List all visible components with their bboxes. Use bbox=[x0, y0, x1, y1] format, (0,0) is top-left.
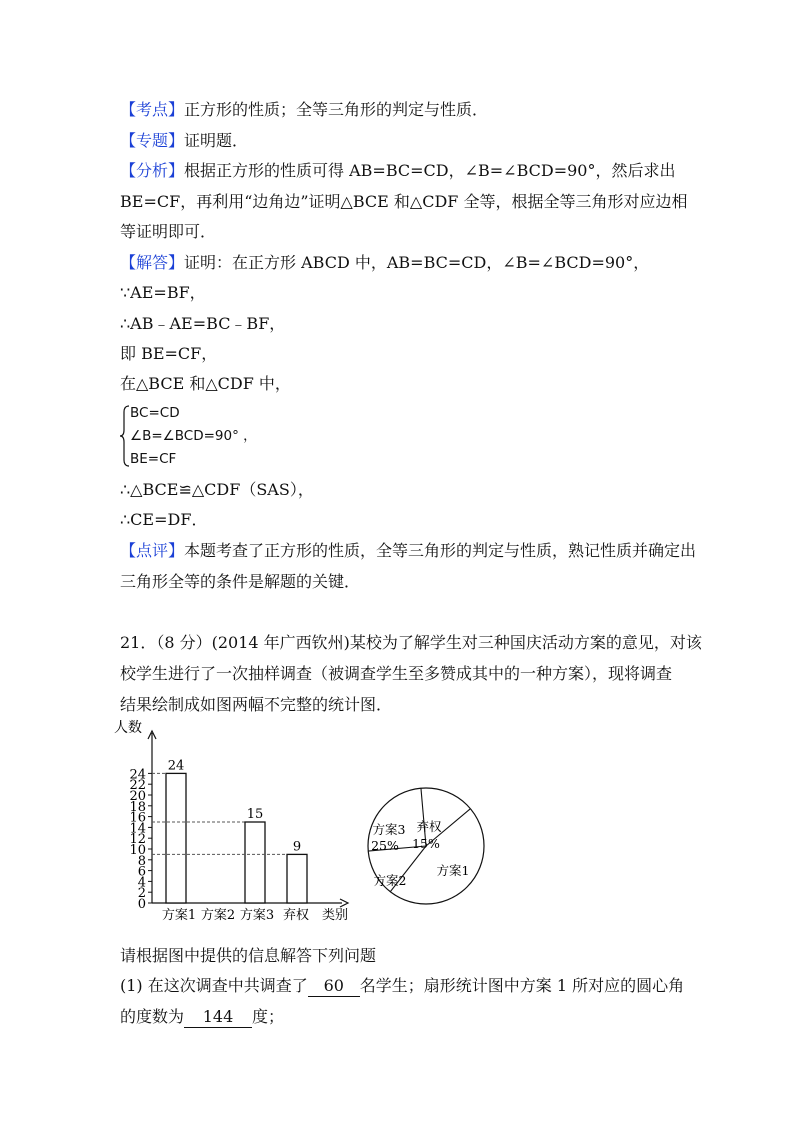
pie-slice-label: 方案1 bbox=[436, 863, 470, 878]
answer-blank-angle: 144 bbox=[184, 1007, 252, 1028]
kaodian-text: 正方形的性质；全等三角形的判定与性质． bbox=[184, 100, 489, 119]
proof-step-3: 即 BE=CF， bbox=[120, 344, 218, 363]
instruction: 请根据图中提供的信息解答下列问题 bbox=[120, 946, 377, 965]
dianping-text2: 三角形全等的条件是解题的关键． bbox=[120, 572, 361, 591]
fenxi-text3: 等证明即可． bbox=[120, 222, 217, 241]
y-tick-label: 24 bbox=[129, 767, 146, 783]
zhuanti-line bbox=[120, 131, 248, 151]
pie-chart bbox=[361, 782, 491, 912]
fenxi-text1: 根据正方形的性质可得 AB=BC=CD，∠B=∠BCD=90°，然后求出 bbox=[184, 161, 676, 180]
pie-slice-label: 方案2 bbox=[373, 873, 407, 888]
bar-value-label: 15 bbox=[246, 807, 264, 822]
pie-slice-label: 方案3 bbox=[372, 822, 406, 837]
pie-slice-percent: 15% bbox=[412, 836, 440, 851]
x-category-label: 方案3 bbox=[239, 908, 275, 923]
y-tick-label: 6 bbox=[137, 864, 146, 880]
dianping-text1: 本题考查了正方形的性质，全等三角形的判定与性质，熟记性质并确定出 bbox=[184, 541, 697, 560]
question-1-text-c: 的度数为 bbox=[120, 1007, 185, 1026]
y-tick-label: 14 bbox=[129, 821, 146, 837]
proof-step-4: 在△BCE 和△CDF 中， bbox=[120, 374, 291, 393]
question-1-text-b: 名学生；扇形统计图中方案 1 所对应的圆心角 bbox=[359, 976, 685, 995]
condition-3: BE=CF bbox=[130, 451, 177, 467]
x-category-label: 方案1 bbox=[161, 908, 197, 923]
answer-blank-total: 60 bbox=[308, 976, 360, 997]
proof-step-2: ∴AB﹣AE=BC﹣BF， bbox=[120, 314, 286, 333]
bar bbox=[287, 854, 307, 903]
bar bbox=[245, 822, 265, 903]
y-tick-label: 18 bbox=[129, 799, 146, 815]
bar bbox=[166, 773, 186, 903]
fenxi-line bbox=[120, 161, 675, 181]
y-tick-label: 8 bbox=[137, 853, 146, 869]
question-1-text-d: 度； bbox=[252, 1007, 285, 1026]
dianping-tag: 【点评】 bbox=[120, 541, 185, 560]
condition-2: ∠B=∠BCD=90° ， bbox=[130, 428, 257, 444]
question-1-text-a: (1) 在这次调查中共调查了 bbox=[120, 976, 308, 995]
condition-brace-group bbox=[120, 404, 260, 468]
question-1-line-1 bbox=[120, 976, 684, 997]
y-axis-label: 人数 bbox=[114, 720, 142, 736]
kaodian-tag: 【考点】 bbox=[120, 100, 185, 119]
zhuanti-text: 证明题． bbox=[184, 131, 249, 150]
fenxi-text2: BE=CF，再利用“边角边”证明△BCE 和△CDF 全等，根据全等三角形对应边相 bbox=[120, 192, 688, 211]
x-axis-label: 类别 bbox=[322, 908, 349, 923]
pie-slice-percent: 25% bbox=[371, 838, 399, 853]
problem-line-1: 21．（8 分）(2014 年广西钦州)某校为了解学生对三种国庆活动方案的意见，对该 bbox=[120, 633, 702, 652]
problem-line-3: 结果绘制成如图两幅不完整的统计图． bbox=[120, 695, 393, 714]
kaodian-line bbox=[120, 100, 488, 120]
proof-step-5: ∴△BCE≌△CDF（SAS）， bbox=[120, 480, 314, 499]
bar-value-label: 9 bbox=[292, 839, 302, 855]
y-tick-label: 12 bbox=[129, 832, 146, 848]
question-1-line-2 bbox=[120, 1007, 284, 1028]
problem-line-2: 校学生进行了一次抽样调查（被调查学生至多赞成其中的一种方案），现将调查 bbox=[120, 664, 673, 683]
condition-1: BC=CD bbox=[130, 405, 180, 421]
x-category-label: 方案2 bbox=[200, 908, 236, 923]
proof-step-1: ∵AE=BF， bbox=[120, 283, 206, 302]
y-tick-label: 0 bbox=[137, 897, 146, 912]
pie-slice-label: 弃权 bbox=[416, 819, 442, 834]
y-tick-label: 20 bbox=[129, 789, 146, 804]
y-tick-label: 16 bbox=[129, 810, 146, 826]
jieda-text: 证明：在正方形 ABCD 中，AB=BC=CD，∠B=∠BCD=90°， bbox=[184, 253, 650, 272]
x-category-label: 弃权 bbox=[282, 908, 310, 923]
y-tick-label: 2 bbox=[137, 886, 146, 902]
y-tick-label: 10 bbox=[129, 843, 146, 858]
y-tick-label: 22 bbox=[129, 778, 146, 794]
bar-chart bbox=[112, 715, 352, 925]
zhuanti-tag: 【专题】 bbox=[120, 131, 185, 150]
proof-step-6: ∴CE=DF． bbox=[120, 510, 208, 529]
fenxi-tag: 【分析】 bbox=[120, 161, 185, 180]
y-tick-label: 4 bbox=[137, 875, 146, 891]
bar-value-label: 24 bbox=[167, 758, 185, 774]
jieda-tag: 【解答】 bbox=[120, 253, 185, 272]
jieda-line bbox=[120, 253, 649, 273]
dianping-line bbox=[120, 541, 696, 561]
